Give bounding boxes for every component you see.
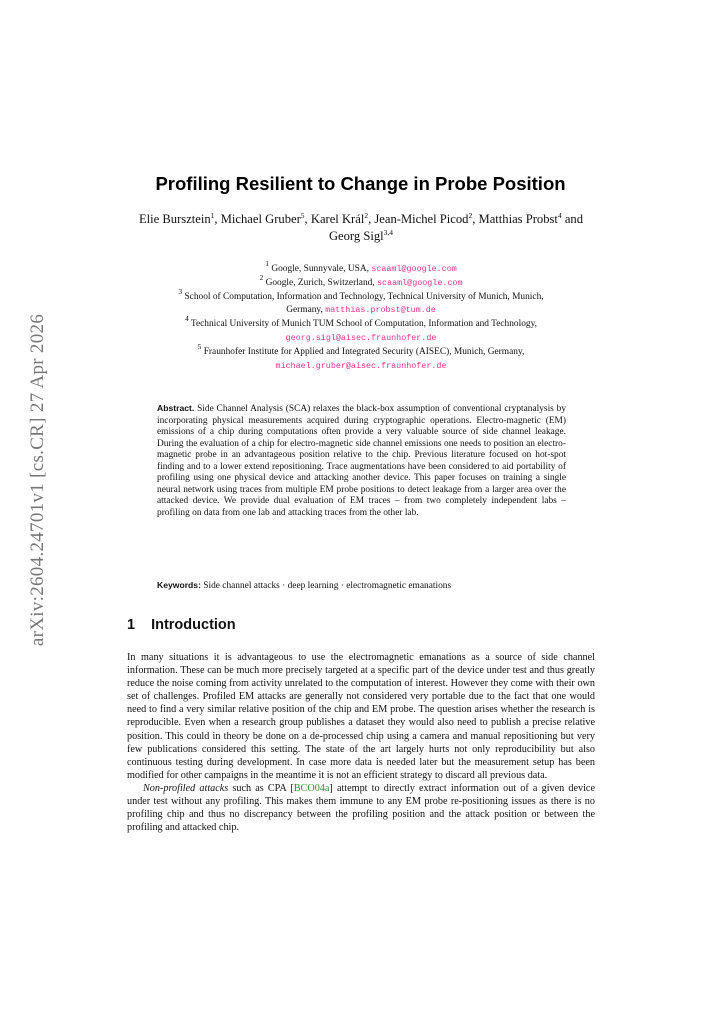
author-affiliation-mark: 5	[300, 211, 305, 220]
arxiv-identifier-sidebar	[18, 290, 58, 670]
affiliation-mark: 2	[259, 272, 264, 282]
author-name: Karel Král	[310, 212, 365, 226]
author-name: Georg Sigl	[328, 228, 384, 243]
paragraph: In many situations it is advantageous to use the electromagnetic emanations as a source of side channel information. These can be much more precisely targeted at a specific part of the device under test and thus greatly reduce the noise coming from activity unrelated to the computation of interest. However they come with their own set of challenges. Profiled EM attacks are generally not considered very portable due to the fact that one would need to find a very similar relative position of the chip and EM probe. The question arises whether the research is reproducible. Even when a research group publishes a dataset they would also need to publish a precise relative position. This could in theory be done on a de-processed chip using a camera and manual repositioning but very few publications considered this setting. The state of the art largely hurts not only reproducibility but also continuous testing during development. In case more data is needed later but the measurement setup has been modified for other campaigns in the meantime it is not an efficient strategy to discard all previous data.	[127, 652, 595, 781]
citation-link[interactable]: BCO04a	[293, 782, 330, 794]
paragraph-text: such as CPA [	[228, 782, 294, 794]
keywords-text: Side channel attacks · deep learning · electromagnetic emanations	[203, 581, 452, 591]
keywords-label: Keywords:	[157, 580, 201, 590]
section-heading	[127, 617, 236, 633]
author-affiliation-mark: 3,4	[383, 227, 394, 237]
keywords	[157, 580, 566, 593]
arxiv-identifier: arXiv:2604.24701v1 [cs.CR] 27 Apr 2026	[27, 313, 48, 647]
affiliation-text: Germany,	[286, 305, 323, 316]
author-affiliation-mark: 4	[557, 211, 562, 220]
affiliation-mark: 4	[184, 314, 189, 324]
email-link[interactable]: scaaml@google.com	[377, 277, 463, 288]
affiliation-text: Google, Sunnyvale, USA,	[271, 264, 369, 274]
affiliation-4	[110, 314, 612, 332]
affiliation-mark: 5	[197, 341, 202, 351]
affiliation-1	[110, 259, 612, 277]
affiliation-mark: 1	[265, 259, 269, 268]
email-link[interactable]: michael.gruber@aisec.fraunhofer.de	[275, 360, 447, 371]
affiliation-mark: 3	[178, 286, 183, 296]
section-body	[127, 651, 595, 834]
paper-title: Profiling Resilient to Change in Probe Position	[155, 173, 566, 194]
section-number: 1	[127, 617, 136, 633]
email-link[interactable]: scaaml@google.com	[371, 264, 457, 274]
affiliation-text: Google, Zurich, Switzerland,	[265, 277, 375, 288]
author-name: Matthias Probst	[478, 212, 558, 226]
affiliation-text: Technical University of Munich TUM School of Computation, Information and Technology,	[190, 319, 538, 330]
author-affiliation-mark: 1	[210, 211, 215, 220]
italic-term: Non-profiled attacks	[143, 782, 229, 794]
email-link[interactable]: matthias.probst@tum.de	[325, 305, 436, 316]
affiliation-5	[110, 341, 612, 360]
author-affiliation-mark: 2	[468, 211, 473, 220]
affiliation-list	[110, 259, 612, 373]
abstract	[157, 403, 566, 519]
author-list: Elie Bursztein$^1$, Michael Gruber$^5$, Karel Král$^2$, Jean-Michel Picod$^2$, Matthias Probst$^4$ and Georg Sigl$^{3,4}$	[138, 211, 584, 243]
affiliation-2	[110, 272, 612, 291]
abstract-text: Side Channel Analysis (SCA) relaxes the black-box assumption of conventional cryptanalysis by incorporating physical measurements acquired during cryptographic operations. Electro-magnetic (EM) emissions of a chip during computations often provide a very valuable source of side channel leakage. During the evaluation of a chip for electro-magnetic side channel emissions one needs to position an electro-magnetic probe in an advantageous position relative to the chip. Previous literature focused on hot-spot finding and to a lower extend repositioning. Trace augmentations have been considered to aid portability of profiling using one physical device and attacking another device. This paper focuses on training a single neural network using traces from multiple EM probe positions to detect leakage from a larger area over the attacked device. We provide dual evaluation of EM traces – from two completely independent labs – profiling on data from one lab and attacking traces from the other lab.	[157, 404, 567, 518]
author-name: Michael Gruber	[220, 212, 301, 226]
affiliation-text: Fraunhofer Institute for Applied and Integrated Security (AISEC), Munich, Germany,	[203, 346, 525, 357]
abstract-label: Abstract.	[157, 403, 195, 413]
email-link[interactable]: georg.sigl@aisec.fraunhofer.de	[285, 332, 437, 343]
affiliation-3	[110, 286, 612, 305]
author-name: Elie Bursztein	[138, 212, 211, 226]
author-affiliation-mark: 2	[364, 211, 369, 220]
section-title: Introduction	[151, 617, 236, 633]
affiliation-text: School of Computation, Information and Technology, Technical University of Munich, Munich,	[184, 291, 544, 302]
affiliation-4-email-line	[110, 332, 612, 346]
paragraph	[127, 782, 595, 834]
affiliation-5-email-line	[110, 360, 612, 374]
paragraph-text: ] attempt to directly extract information out of a given device under test without any profiling. This makes them immune to any EM probe re-positioning issues as there is no profiling chip and thus no discrepancy between the profiling position and the attack position or between the profiling and attacked chip.	[127, 782, 595, 834]
author-name: Jean-Michel Picod	[374, 212, 469, 226]
